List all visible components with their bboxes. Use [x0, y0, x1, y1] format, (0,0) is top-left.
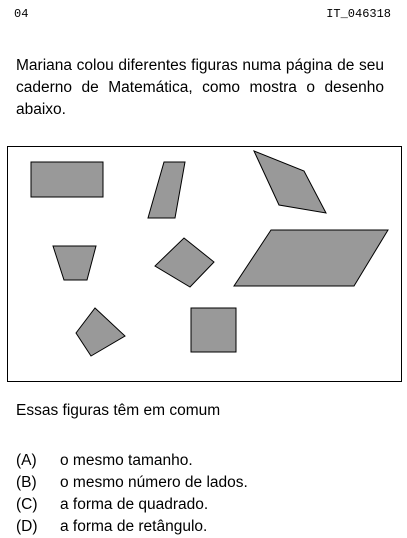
option-d[interactable] [16, 516, 336, 538]
shapes-drawing [8, 147, 403, 383]
question-text: Essas figuras têm em comum [16, 402, 221, 419]
shape-quadrilateral-bottom-left [76, 308, 125, 356]
shapes-figure [7, 146, 402, 382]
option-letter: (D) [16, 518, 38, 535]
option-text: a forma de quadrado. [60, 496, 209, 513]
option-c[interactable] [16, 494, 336, 516]
shape-trapezoid [53, 246, 96, 280]
answer-options [16, 450, 336, 538]
option-b[interactable] [16, 472, 336, 494]
option-letter: (B) [16, 474, 37, 491]
option-text: o mesmo tamanho. [60, 452, 193, 469]
page-number: 04 [14, 7, 29, 21]
option-text: o mesmo número de lados. [60, 474, 248, 491]
shape-quadrilateral-top-right [254, 151, 326, 213]
shape-square [191, 308, 236, 352]
option-text: a forma de retângulo. [60, 518, 208, 535]
shape-parallelogram-large [234, 230, 388, 286]
shape-parallelogram-small [148, 162, 185, 218]
problem-statement: Mariana colou diferentes figuras numa página de seu caderno de Matemática, como mostra o desenho abaixo. [16, 57, 384, 118]
option-letter: (A) [16, 452, 37, 469]
shape-rectangle [31, 162, 103, 197]
shape-rhombus [155, 238, 214, 287]
option-letter: (C) [16, 496, 38, 513]
item-code: IT_046318 [326, 7, 391, 21]
option-a[interactable] [16, 450, 336, 472]
